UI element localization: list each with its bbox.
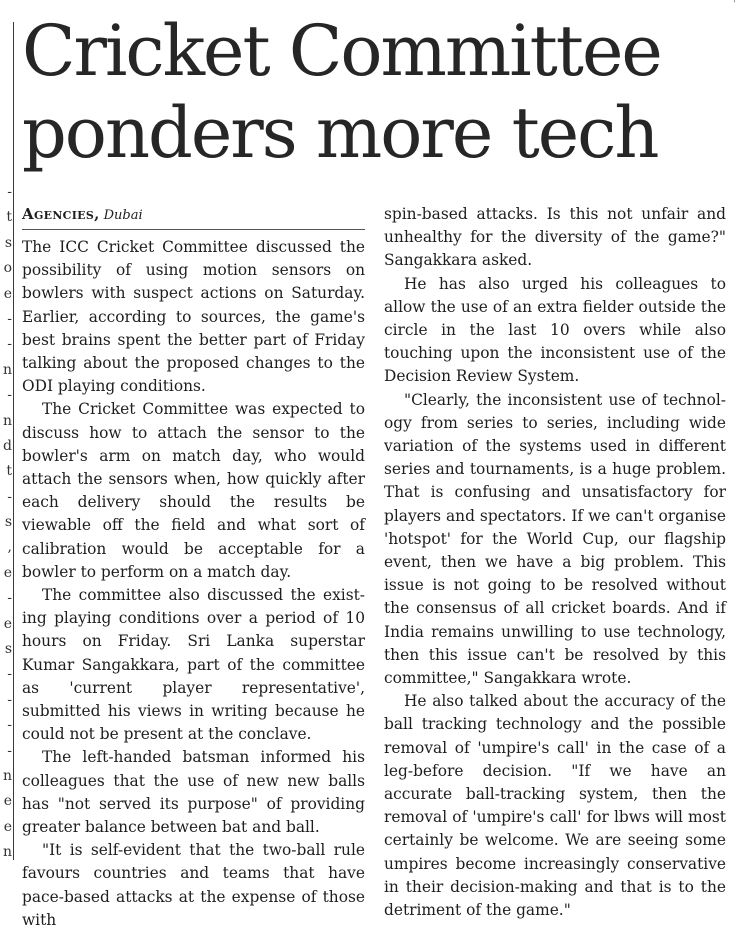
paragraph: The left-handed batsman informed his colleagues that the use of new new balls has "not served its purpose" of providing greater balance between bat and ball. [22, 748, 365, 837]
byline [22, 202, 365, 230]
margin-fragment: e [3, 285, 12, 302]
margin-fragment: - [7, 310, 12, 327]
margin-fragment: s [4, 514, 12, 531]
paragraph: The committee also discussed the existing playing conditions over a period of 10 hours on Friday. Sri Lanka superstar Kumar Sangakkara, part of the committee as 'current player representative', submitted his views in writing because he could not be present at the conclave. [22, 586, 365, 744]
headline-line-2: ponders more tech [22, 92, 658, 174]
margin-fragment: - [7, 590, 12, 607]
margin-fragment: o [3, 260, 12, 277]
margin-fragment: - [7, 387, 12, 404]
margin-fragment: d [3, 437, 12, 454]
margin-fragment: t [6, 463, 12, 480]
paragraph: He has also urged his colleagues to allow the use of an extra fielder outside the circle in the last 10 overs while also touching upon the inconsistent use of the Decision Review System. [384, 274, 726, 386]
margin-fragment: s [4, 234, 12, 251]
column-rule [13, 22, 14, 860]
margin-fragment: e [3, 615, 12, 632]
paragraph: The ICC Cricket Committee discussed the possibility of using motion sensors on bowlers with suspect actions on Saturday. Earlier, according to sources, the game's best brains spent the better part of Friday talking about the proposed changes to the ODI playing conditions. [22, 238, 365, 396]
margin-fragment: - [7, 691, 12, 708]
article-column-2 [384, 203, 726, 922]
byline-city: Dubai [103, 208, 143, 223]
paragraph: "It is self-evident that the two-ball rule favours countries and teams that have pace-based attacks at the expense of those with [22, 841, 365, 929]
byline-agency: Agencies, [22, 205, 100, 223]
article-column-1 [22, 202, 365, 932]
paragraph: He also talked about the accuracy of the ball tracking technology and the possible removal of 'umpire's call' in the case of a leg-before decision. "If we have an accurate ball-tracking system, then the removal of 'umpire's call' for lbws will most certainly be welcome. We are seeing some umpires become increasingly conservative in their decision-making and that is to the detriment of the game." [384, 692, 726, 920]
margin-fragment: - [7, 336, 12, 353]
margin-fragment: n [2, 412, 12, 429]
corner-mark: ' [733, 0, 736, 10]
paragraph: The Cricket Committee was expected to discuss how to attach the sensor to the bowler's arm on match day, who would attach the sensors when, how quickly after each delivery should the results be viewable off the field and what sort of calibration would be acceptable for a bowler to perform on a match day. [22, 400, 365, 581]
paragraph: "Clearly, the inconsistent use of technology from series to series, including wide variation of the systems used in different series and tournaments, is a huge problem. That is confusing and unsatisfactory for players and spectators. If we can't organise 'hotspot' for the World Cup, our flagship event, then we have a big problem. This issue is not going to be resolved without the consensus of all cricket boards. And if India remains unwilling to use technology, then this issue can't be resolved by this committee," Sangakkara wrote. [384, 390, 726, 688]
headline [22, 10, 737, 174]
margin-fragment: t [6, 209, 12, 226]
margin-fragment: n [2, 844, 12, 861]
headline-line-1: Cricket Committee [22, 10, 661, 92]
paragraph: spin-based attacks. Is this not unfair and unhealthy for the diversity of the game?" Sangakkara asked. [384, 205, 726, 270]
margin-fragment: - [7, 488, 12, 505]
margin-fragment: - [7, 717, 12, 734]
margin-fragment: e [3, 818, 12, 835]
margin-fragment: n [2, 767, 12, 784]
margin-fragment: e [3, 793, 12, 810]
margin-fragment: - [7, 666, 12, 683]
margin-fragment: n [2, 361, 12, 378]
margin-fragment: , [7, 539, 12, 556]
margin-fragment: s [4, 641, 12, 658]
margin-fragment: - [7, 184, 12, 200]
margin-fragment: - [7, 742, 12, 759]
margin-fragment: e [3, 564, 12, 581]
adjacent-column-fragments [0, 180, 12, 866]
